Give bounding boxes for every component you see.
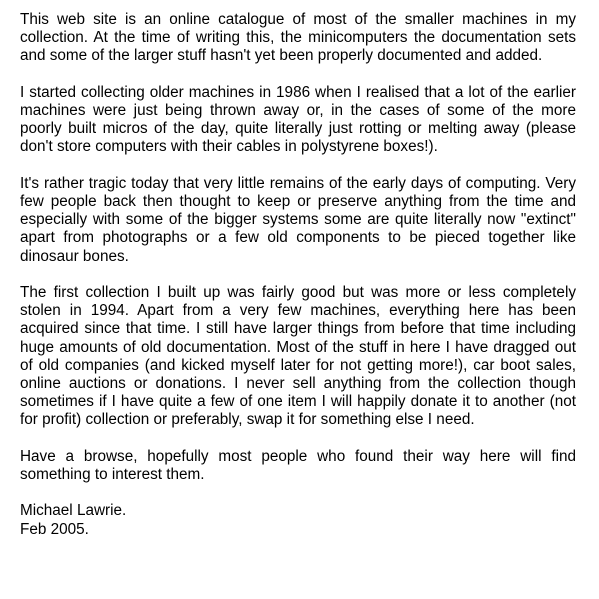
intro-paragraph-3: It's rather tragic today that very little remains of the early days of computing. Very few people back then thought to keep or preserve anything from the time and especially with some of the bigger systems some are quite literally now "extinct" apart from photographs or a few old components to be pieced together like dinosaur bones. [20,174,576,265]
intro-paragraph-4: The first collection I built up was fairly good but was more or less completely stolen in 1994. Apart from a very few machines, everything here has been acquired since that time. I still have larger things from before that time including huge amounts of old documentation. Most of the stuff in here I have dragged out of old companies (and kicked myself later for not getting more!), car boot sales, online auctions or donations. I never sell anything from the collection though sometimes if I have quite a few of one item I will happily donate it to another (not for profit) collection or preferably, swap it for something else I need. [20,284,576,429]
author-date: Feb 2005. [20,520,89,538]
intro-paragraph-1: This web site is an online catalogue of most of the smaller machines in my collection. At the time of writing this, the minicomputers the documentation sets and some of the larger stuff hasn't yet been properly documented and added. [20,11,576,65]
signature-block [20,502,576,538]
intro-paragraph-2: I started collecting older machines in 1986 when I realised that a lot of the earlier machines were just being thrown away or, in the cases of some of the more poorly built micros of the day, quite literally just rotting or melting away (please don't store computers with their cables in polystyrene boxes!). [20,83,576,156]
intro-paragraph-5: Have a browse, hopefully most people who found their way here will find something to interest them. [20,447,576,484]
author-name: Michael Lawrie. [20,502,127,520]
intro-document [20,11,576,539]
